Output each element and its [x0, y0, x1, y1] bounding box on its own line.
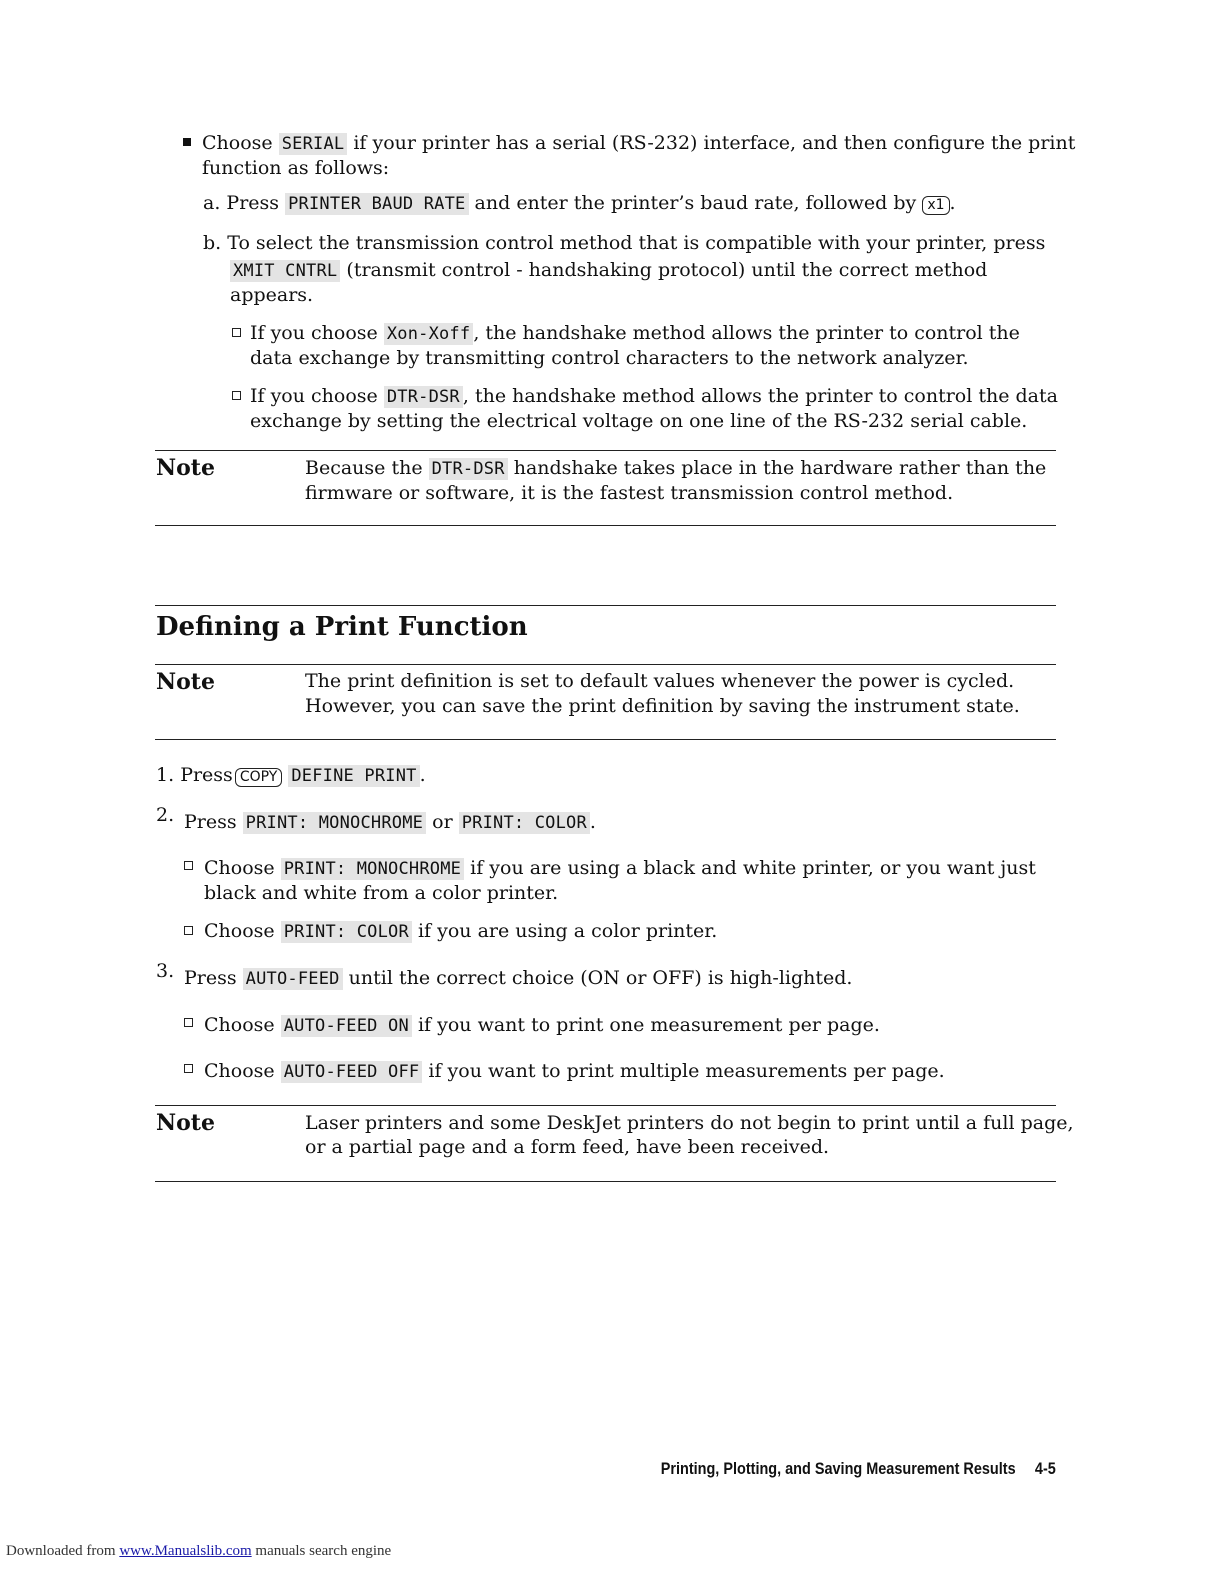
note1-line2: firmware or software, it is the fastest transmission control method.	[305, 482, 954, 504]
step-2b: Choose PRINT: COLOR if you are using a color printer.	[204, 920, 718, 942]
footer-page-number: 4-5	[1035, 1459, 1056, 1478]
dtr-dsr-line1: If you choose DTR-DSR , the handshake method allows the printer to control the data	[250, 385, 1058, 407]
step-3-number: 3.	[156, 960, 175, 982]
note3-line2: or a partial page and a form feed, have been received.	[305, 1136, 830, 1158]
softkey-print-color[interactable]: PRINT: COLOR	[281, 921, 412, 943]
step-2: Press PRINT: MONOCHROME or PRINT: COLOR .	[184, 811, 596, 833]
sub-bullet-marker	[184, 861, 193, 870]
note2-line2: However, you can save the print definition by saving the instrument state.	[305, 695, 1020, 717]
softkey-define-print[interactable]: DEFINE PRINT	[288, 765, 419, 787]
divider	[155, 1181, 1056, 1182]
softkey-serial[interactable]: SERIAL	[279, 133, 348, 155]
softkey-auto-feed-on[interactable]: AUTO-FEED ON	[281, 1015, 412, 1037]
sub-bullet-marker	[232, 391, 241, 400]
section-title: Defining a Print Function	[156, 612, 528, 642]
step-2a-line2: black and white from a color printer.	[204, 882, 559, 904]
note3-line1: Laser printers and some DeskJet printers do not begin to print until a full page,	[305, 1112, 1074, 1134]
page-footer	[661, 1459, 1056, 1479]
softkey-dtr-dsr[interactable]: DTR-DSR	[384, 386, 463, 408]
step-a: a. Press PRINTER BAUD RATE and enter the printer’s baud rate, followed by x1 .	[203, 192, 956, 214]
footer-chapter: Printing, Plotting, and Saving Measurement Results	[660, 1459, 1016, 1478]
hardkey-x1[interactable]: x1	[922, 196, 949, 215]
serial-bullet-line1: Choose SERIAL if your printer has a serial (RS-232) interface, and then configure the print	[202, 132, 1076, 154]
hardkey-copy[interactable]: COPY	[235, 768, 282, 787]
download-notice: Downloaded from www.Manualslib.com manuals search engine	[6, 1543, 392, 1559]
softkey-print-monochrome[interactable]: PRINT: MONOCHROME	[281, 858, 464, 880]
note2-line1: The print definition is set to default values whenever the power is cycled.	[305, 670, 1015, 692]
step-2a-line1: Choose PRINT: MONOCHROME if you are using a black and white printer, or you want just	[204, 857, 1036, 879]
step-b-line2: XMIT CNTRL (transmit control - handshaking protocol) until the correct method	[230, 258, 987, 283]
dtr-dsr-line2: exchange by setting the electrical voltage on one line of the RS-232 serial cable.	[250, 410, 1028, 432]
sub-bullet-marker	[184, 1018, 193, 1027]
bullet-marker	[183, 138, 191, 146]
divider	[155, 605, 1056, 606]
softkey-auto-feed[interactable]: AUTO-FEED	[243, 968, 343, 990]
step-3: Press AUTO-FEED until the correct choice (ON or OFF) is high-lighted.	[184, 967, 853, 989]
note-label: Note	[156, 1110, 215, 1136]
divider	[155, 525, 1056, 526]
divider	[155, 739, 1056, 740]
divider	[155, 1105, 1056, 1106]
sub-bullet-marker	[184, 926, 193, 935]
softkey-print-color[interactable]: PRINT: COLOR	[459, 812, 590, 834]
xon-xoff-line1: If you choose Xon-Xoff , the handshake method allows the printer to control the	[250, 322, 1020, 344]
step-1: 1. Press COPY DEFINE PRINT .	[156, 764, 426, 786]
sub-bullet-marker	[184, 1064, 193, 1073]
softkey-print-monochrome[interactable]: PRINT: MONOCHROME	[243, 812, 426, 834]
softkey-printer-baud-rate[interactable]: PRINTER BAUD RATE	[285, 193, 468, 215]
step-b-line3: appears.	[230, 284, 314, 306]
softkey-xon-xoff[interactable]: Xon-Xoff	[384, 323, 473, 345]
softkey-xmit-cntrl[interactable]: XMIT CNTRL	[230, 260, 340, 282]
xon-xoff-line2: data exchange by transmitting control characters to the network analyzer.	[250, 347, 969, 369]
step-3a: Choose AUTO-FEED ON if you want to print one measurement per page.	[204, 1014, 880, 1036]
note-label: Note	[156, 669, 215, 695]
step-b-line1: b. To select the transmission control method that is compatible with your printer, press	[203, 232, 1046, 254]
softkey-auto-feed-off[interactable]: AUTO-FEED OFF	[281, 1061, 423, 1083]
step-2-number: 2.	[156, 804, 175, 826]
divider	[155, 450, 1056, 451]
serial-bullet-line2: function as follows:	[202, 157, 390, 179]
step-3b: Choose AUTO-FEED OFF if you want to print multiple measurements per page.	[204, 1060, 945, 1082]
softkey-dtr-dsr[interactable]: DTR-DSR	[429, 458, 508, 480]
divider	[155, 664, 1056, 665]
note-label: Note	[156, 455, 215, 481]
sub-bullet-marker	[232, 328, 241, 337]
manualslib-link[interactable]: www.Manualslib.com	[119, 1543, 252, 1559]
note1-line1: Because the DTR-DSR handshake takes place in the hardware rather than the	[305, 457, 1047, 479]
